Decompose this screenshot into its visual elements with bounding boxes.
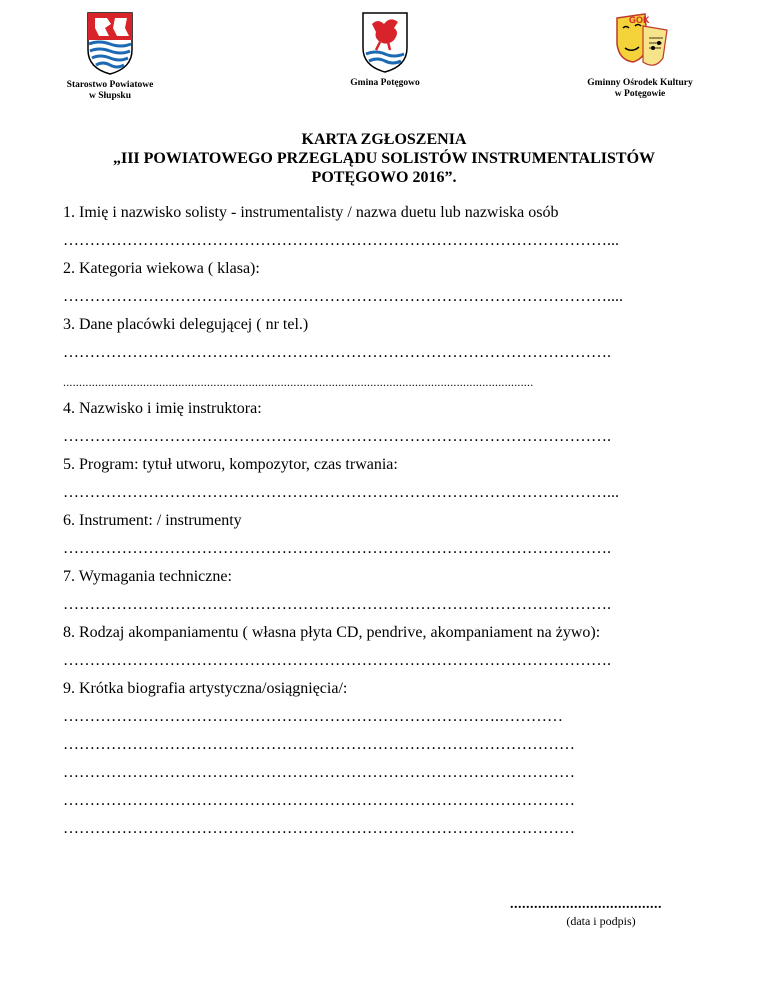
- field-3-input-line-2[interactable]: ...................................................................................................................................................: [63, 375, 534, 389]
- gok-logo-text: GOK: [629, 15, 650, 25]
- form-title: [0, 130, 768, 187]
- field-3-input-line[interactable]: ………………………………………………………………………………………….: [63, 344, 611, 361]
- field-1-label: 1. Imię i nazwisko solisty - instrumentalisty / nazwa duetu lub nazwiska osób: [63, 204, 559, 221]
- field-9-input-line-4[interactable]: ……………………………………………………………………………………: [63, 792, 575, 809]
- field-9-label: 9. Krótka biografia artystyczna/osiągnięcia/:: [63, 680, 348, 697]
- title-line-1: KARTA ZGŁOSZENIA: [301, 131, 467, 148]
- field-5-label: 5. Program: tytuł utworu, kompozytor, czas trwania:: [63, 456, 398, 473]
- field-9-input-line-3[interactable]: ……………………………………………………………………………………: [63, 764, 575, 781]
- application-form: [63, 203, 723, 847]
- field-9-input-line-1[interactable]: ……………………………………………………………………….…………: [63, 708, 563, 725]
- gok-logo-icon: [607, 10, 673, 76]
- header-logos: [0, 0, 768, 120]
- field-2-input-line[interactable]: …………………………………………………………………………………………....: [63, 288, 623, 305]
- title-line-2: „III POWIATOWEGO PRZEGLĄDU SOLISTÓW INSTRUMENTALISTÓW: [112, 150, 656, 167]
- signature-line[interactable]: ......................................: [510, 898, 662, 912]
- title-line-3: POTĘGOWO 2016”.: [311, 169, 457, 186]
- field-9-input-line-2[interactable]: ……………………………………………………………………………………: [63, 736, 575, 753]
- gmina-coat-of-arms-icon: [360, 10, 410, 74]
- field-8-input-line[interactable]: ………………………………………………………………………………………….: [63, 652, 611, 669]
- logo-gok-caption: Gminny Ośrodek Kultury w Potęgowie: [587, 78, 693, 99]
- logo-gmina: [330, 10, 440, 89]
- field-6-label: 6. Instrument: / instrumenty: [63, 512, 242, 529]
- logo-starostwo-caption: Starostwo Powiatowe w Słupsku: [66, 80, 154, 101]
- county-coat-of-arms-icon: [85, 10, 135, 76]
- field-6-input-line[interactable]: ………………………………………………………………………………………….: [63, 540, 611, 557]
- logo-starostwo: [40, 10, 180, 102]
- signature-block: [496, 898, 676, 929]
- field-8-label: 8. Rodzaj akompaniamentu ( własna płyta CD, pendrive, akompaniament na żywo):: [63, 624, 601, 641]
- field-2-label: 2. Kategoria wiekowa ( klasa):: [63, 260, 260, 277]
- field-3-label: 3. Dane placówki delegującej ( nr tel.): [63, 316, 309, 333]
- field-7-input-line[interactable]: ………………………………………………………………………………………….: [63, 596, 611, 613]
- logo-gok: [555, 10, 725, 100]
- field-4-input-line[interactable]: ………………………………………………………………………………………….: [63, 428, 611, 445]
- logo-gmina-caption: Gmina Potęgowo: [350, 78, 420, 88]
- signature-label: (data i podpis): [566, 914, 636, 928]
- field-1-input-line[interactable]: …………………………………………………………………………………………...: [63, 232, 619, 249]
- field-5-input-line[interactable]: …………………………………………………………………………………………...: [63, 484, 619, 501]
- field-4-label: 4. Nazwisko i imię instruktora:: [63, 400, 262, 417]
- field-7-label: 7. Wymagania techniczne:: [63, 568, 232, 585]
- field-9-input-line-5[interactable]: ……………………………………………………………………………………: [63, 820, 575, 837]
